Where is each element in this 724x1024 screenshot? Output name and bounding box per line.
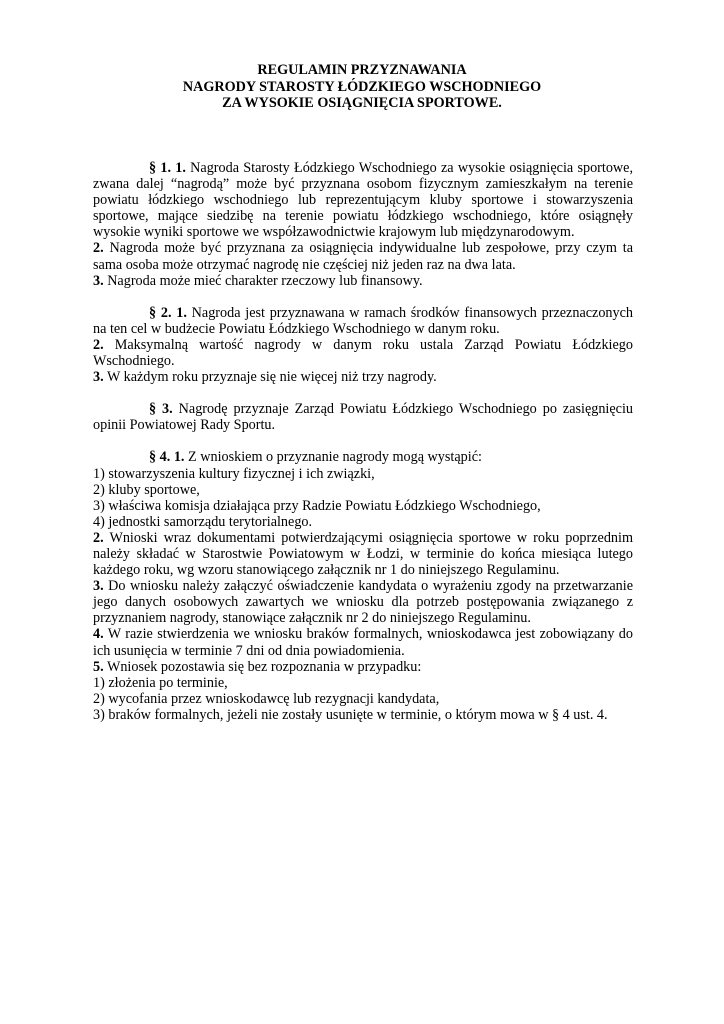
section-number: § 1. 1. [149, 160, 186, 176]
list-item: 1) stowarzyszenia kultury fizycznej i ich związki, [93, 465, 375, 482]
list-item: 2) kluby sportowe, [93, 481, 200, 498]
title-line: NAGRODY STAROSTY ŁÓDZKIEGO WSCHODNIEGO [182, 78, 542, 95]
paragraph-number: 2. [93, 336, 104, 353]
section-2-paragraph-1 [93, 305, 633, 337]
list-item: 1) złożenia po terminie, [93, 674, 228, 691]
section-4-paragraph-5 [93, 659, 633, 675]
paragraph-text: Nagroda może być przyznana za osiągnięcia indywidualne lub zespołowe, przy czym ta sama osoba może otrzymać nagrodę nie częściej niż jeden raz na dwa lata. [93, 240, 633, 273]
list-item: 3) właściwa komisja działająca przy Radzie Powiatu Łódzkiego Wschodniego, [93, 497, 541, 514]
paragraph-number: 4. [93, 626, 104, 643]
paragraph-text: Wnioski wraz dokumentami potwierdzającymi osiągnięcia sportowe w roku poprzednim należy składać w Starostwie Powiatowym w Łodzi, w terminie do końca miesiąca lutego każdego roku, wg wzoru stanowiącego załącznik nr 1 do niniejszego Regulaminu. [93, 529, 633, 579]
paragraph-number: 3. [93, 578, 104, 595]
paragraph-text: Nagroda może mieć charakter rzeczowy lub finansowy. [107, 272, 423, 289]
paragraph-text: Maksymalną wartość nagrody w danym roku ustala Zarząd Powiatu Łódzkiego Wschodniego. [93, 336, 633, 370]
section-1-paragraph-2 [93, 240, 633, 272]
list-item: 4) jednostki samorządu terytorialnego. [93, 513, 313, 530]
section-1-paragraph-3 [93, 273, 633, 289]
section-1-paragraph-1 [93, 160, 633, 240]
paragraph-text: Nagroda jest przyznawana w ramach środków finansowych przeznaczonych na ten cel w budżecie Powiatu Łódzkiego Wschodniego w danym roku. [93, 304, 634, 337]
paragraph-text: Nagroda Starosty Łódzkiego Wschodniego za wysokie osiągnięcia sportowe, zwana dalej “nagrodą” może być przyznana osobom fizycznym zamieszkałym na terenie powiatu łódzkiego wschodniego lub reprezentującym kluby sportowe i stowarzyszenia sportowe, mające siedzibę na terenie powiatu łódzkiego wschodniego, które osiągnęły wysokie wyniki sportowe we współzawodnictwie krajowym lub międzynarodowym. [93, 160, 634, 241]
section-3-paragraph [93, 401, 633, 433]
document-body [93, 160, 633, 723]
section-number: § 2. 1. [149, 304, 187, 321]
paragraph-number: 3. [93, 369, 104, 386]
list-item: 2) wycofania przez wnioskodawcę lub rezygnacji kandydata, [93, 690, 440, 707]
paragraph-number: 2. [93, 529, 104, 546]
title-line: REGULAMIN PRZYZNAWANIA [257, 62, 467, 78]
section-4-paragraph-3 [93, 578, 633, 626]
section-2-paragraph-2 [93, 337, 633, 369]
section-4-paragraph-4 [93, 626, 633, 658]
paragraph-text: W każdym roku przyznaje się nie więcej niż trzy nagrody. [106, 369, 437, 386]
paragraph-text: Nagrodę przyznaje Zarząd Powiatu Łódzkiego Wschodniego po zasięgnięciu opinii Powiatowej Rady Sportu. [93, 401, 634, 434]
paragraph-text: Wniosek pozostawia się bez rozpoznania w przypadku: [106, 658, 422, 675]
list-item: 3) braków formalnych, jeżeli nie zostały usunięte w terminie, o którym mowa w § 4 ust. 4. [93, 706, 608, 723]
document-title [0, 62, 724, 112]
section-number: § 4. 1. [149, 449, 185, 466]
section-number: § 3. [149, 401, 173, 418]
title-line: ZA WYSOKIE OSIĄGNIĘCIA SPORTOWE. [222, 95, 502, 111]
paragraph-text: Z wnioskiem o przyznanie nagrody mogą wystąpić: [188, 449, 482, 466]
section-4-paragraph-2 [93, 530, 633, 578]
paragraph-number: 5. [93, 658, 104, 675]
paragraph-number: 3. [93, 272, 104, 289]
paragraph-text: W razie stwierdzenia we wniosku braków formalnych, wnioskodawca jest zobowiązany do ich usunięcia w terminie 7 dni od dnia powiadomienia. [93, 626, 633, 659]
section-2-paragraph-3 [93, 369, 633, 385]
paragraph-number: 2. [93, 240, 104, 257]
paragraph-text: Do wniosku należy załączyć oświadczenie kandydata o wyrażeniu zgody na przetwarzanie jego danych osobowych zawartych we wniosku dla potrzeb postępowania związanego z przyznaniem nagrody, stanowiące załącznik nr 2 do niniejszego Regulaminu. [93, 578, 633, 627]
section-4-paragraph-1 [93, 449, 633, 465]
